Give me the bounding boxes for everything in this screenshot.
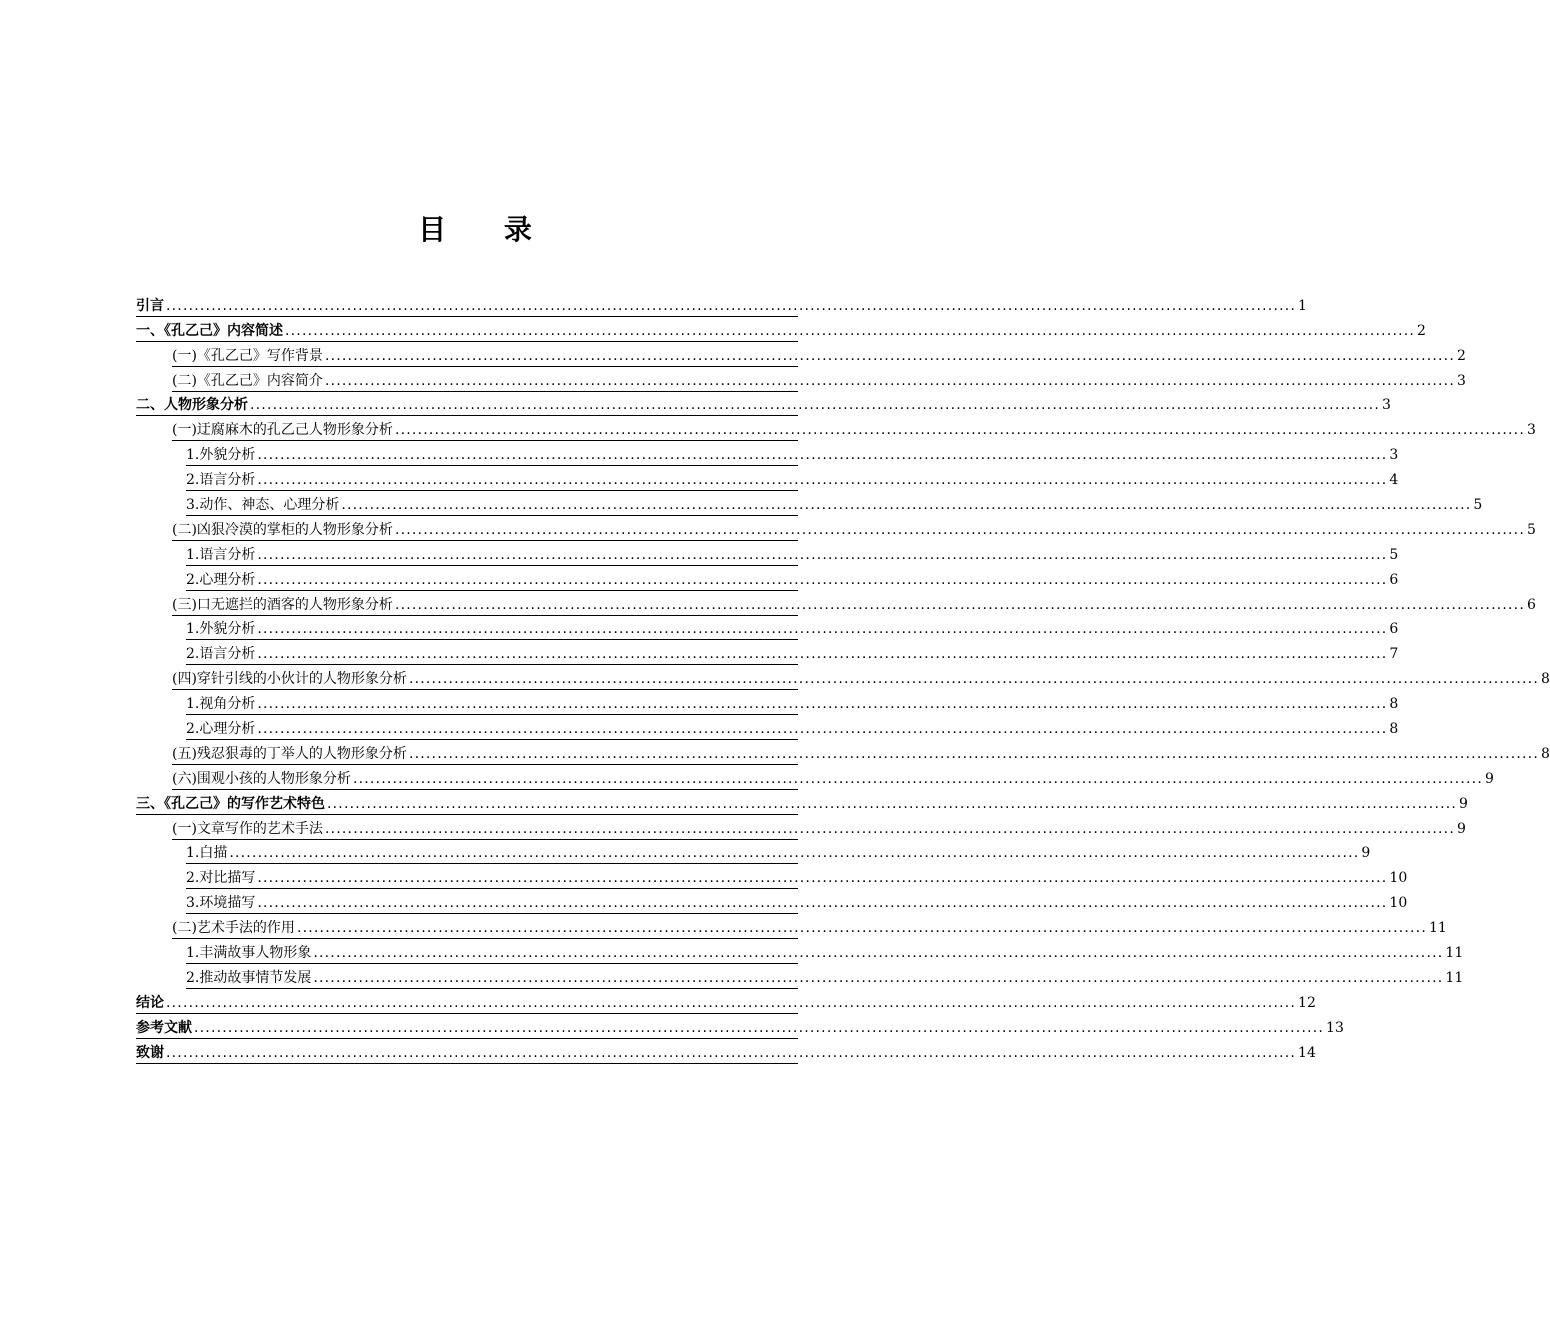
toc-dot-leader: ........................................................................................................................................................................................................ — [166, 1044, 1297, 1061]
toc-entry-label: 一、《孔乙己》内容简述 — [136, 322, 283, 339]
toc-entry[interactable] — [186, 541, 1399, 566]
toc-entry[interactable] — [186, 466, 1399, 491]
toc-entry-page-number: 6 — [1389, 621, 1399, 638]
toc-entry-page-number: 2 — [1417, 322, 1426, 339]
toc-entry-page-number: 13 — [1326, 1019, 1344, 1036]
toc-entry-page-number: 4 — [1389, 472, 1399, 489]
toc-entry-label: 1.外貌分析 — [186, 621, 256, 638]
toc-entry-label: 1.语言分析 — [186, 546, 256, 563]
toc-dot-leader: ........................................................................................................................................................................................................ — [257, 571, 1388, 588]
toc-entry-page-number: 8 — [1389, 721, 1399, 738]
toc-dot-leader: ........................................................................................................................................................................................................ — [257, 546, 1388, 563]
toc-entry-label: 2.语言分析 — [186, 472, 256, 489]
toc-entry[interactable] — [186, 939, 1464, 964]
toc-dot-leader: ........................................................................................................................................................................................................ — [257, 870, 1388, 887]
toc-entry-label: 1.视角分析 — [186, 696, 256, 713]
toc-dot-leader: ........................................................................................................................................................................................................ — [408, 745, 1539, 762]
toc-dot-leader: ........................................................................................................................................................................................................ — [257, 472, 1388, 489]
toc-entry[interactable] — [186, 640, 1399, 665]
table-of-contents — [136, 292, 1550, 1064]
toc-entry[interactable] — [172, 765, 1494, 790]
toc-entry-page-number: 11 — [1445, 945, 1464, 962]
toc-entry-label: (一)文章写作的艺术手法 — [172, 820, 323, 837]
toc-entry-page-number: 5 — [1389, 546, 1399, 563]
toc-entry[interactable] — [172, 591, 1536, 616]
toc-dot-leader: ........................................................................................................................................................................................................ — [257, 721, 1388, 738]
toc-entry-page-number: 1 — [1298, 297, 1307, 314]
toc-entry-label: (三)口无遮拦的酒客的人物形象分析 — [172, 596, 393, 613]
toc-entry-label: 2.推动故事情节发展 — [186, 969, 312, 986]
toc-entry[interactable] — [186, 690, 1399, 715]
toc-entry[interactable] — [172, 665, 1550, 690]
toc-entry-page-number: 3 — [1382, 397, 1391, 414]
toc-entry-label: 1.外貌分析 — [186, 447, 256, 464]
toc-dot-leader: ........................................................................................................................................................................................................ — [327, 795, 1458, 812]
toc-entry[interactable] — [186, 964, 1464, 989]
toc-entry[interactable] — [136, 989, 1316, 1014]
toc-dot-leader: ........................................................................................................................................................................................................ — [166, 297, 1297, 314]
page-title: 目 录 — [418, 213, 556, 246]
toc-entry-page-number: 11 — [1428, 920, 1447, 937]
toc-entry-page-number: 8 — [1389, 696, 1399, 713]
toc-entry[interactable] — [186, 715, 1399, 740]
toc-entry[interactable] — [172, 815, 1466, 840]
toc-dot-leader: ........................................................................................................................................................................................................ — [257, 696, 1388, 713]
toc-dot-leader: ........................................................................................................................................................................................................ — [166, 994, 1297, 1011]
toc-entry[interactable] — [172, 740, 1550, 765]
toc-entry-label: 致谢 — [136, 1044, 164, 1061]
toc-entry-label: 结论 — [136, 994, 164, 1011]
toc-entry-label: (二)凶狠冷漠的掌柜的人物形象分析 — [172, 521, 393, 538]
toc-entry-page-number: 2 — [1456, 347, 1466, 364]
toc-entry-page-number: 11 — [1445, 969, 1464, 986]
toc-entry-page-number: 8 — [1540, 745, 1550, 762]
toc-entry-label: 参考文献 — [136, 1019, 192, 1036]
toc-entry-label: 3.环境描写 — [186, 895, 256, 912]
toc-dot-leader: ........................................................................................................................................................................................................ — [352, 770, 1483, 787]
toc-entry[interactable] — [186, 491, 1483, 516]
toc-entry-page-number: 12 — [1298, 994, 1316, 1011]
toc-dot-leader: ........................................................................................................................................................................................................ — [408, 671, 1539, 688]
toc-entry[interactable] — [186, 864, 1408, 889]
toc-entry[interactable] — [136, 790, 1468, 815]
toc-entry[interactable] — [136, 392, 1391, 417]
toc-entry-page-number: 3 — [1526, 422, 1536, 439]
toc-entry-page-number: 10 — [1389, 895, 1408, 912]
toc-entry-page-number: 7 — [1389, 646, 1399, 663]
toc-entry[interactable] — [186, 889, 1408, 914]
toc-entry[interactable] — [172, 416, 1536, 441]
toc-entry[interactable] — [186, 441, 1399, 466]
toc-entry[interactable] — [172, 914, 1447, 939]
toc-entry[interactable] — [136, 1039, 1316, 1064]
toc-dot-leader: ........................................................................................................................................................................................................ — [285, 322, 1416, 339]
toc-entry-page-number: 9 — [1484, 770, 1494, 787]
toc-entry-page-number: 9 — [1459, 795, 1468, 812]
toc-entry-page-number: 6 — [1526, 596, 1536, 613]
toc-entry-page-number: 9 — [1456, 820, 1466, 837]
toc-entry-page-number: 5 — [1526, 521, 1536, 538]
toc-entry-label: 2.心理分析 — [186, 721, 256, 738]
toc-entry-label: 2.对比描写 — [186, 870, 256, 887]
toc-entry-label: (一)《孔乙己》写作背景 — [172, 347, 323, 364]
toc-dot-leader: ........................................................................................................................................................................................................ — [341, 497, 1472, 514]
toc-entry-page-number: 10 — [1389, 870, 1408, 887]
toc-dot-leader: ........................................................................................................................................................................................................ — [324, 347, 1455, 364]
toc-dot-leader: ........................................................................................................................................................................................................ — [257, 621, 1388, 638]
toc-dot-leader: ........................................................................................................................................................................................................ — [394, 422, 1525, 439]
toc-entry[interactable] — [136, 1014, 1344, 1039]
toc-entry-page-number: 6 — [1389, 571, 1399, 588]
toc-entry[interactable] — [186, 566, 1399, 591]
toc-entry-page-number: 3 — [1456, 372, 1466, 389]
toc-entry-label: (二)艺术手法的作用 — [172, 920, 295, 937]
toc-entry-label: (五)残忍狠毒的丁举人的人物形象分析 — [172, 745, 407, 762]
toc-dot-leader: ........................................................................................................................................................................................................ — [257, 447, 1388, 464]
toc-dot-leader: ........................................................................................................................................................................................................ — [257, 646, 1388, 663]
toc-entry-label: 二、人物形象分析 — [136, 397, 248, 414]
toc-entry[interactable] — [136, 292, 1307, 317]
toc-entry-label: (一)迂腐麻木的孔乙己人物形象分析 — [172, 422, 393, 439]
toc-entry[interactable] — [186, 616, 1399, 641]
toc-dot-leader: ........................................................................................................................................................................................................ — [296, 920, 1427, 937]
toc-entry[interactable] — [186, 840, 1371, 865]
toc-dot-leader: ........................................................................................................................................................................................................ — [394, 596, 1525, 613]
toc-dot-leader: ........................................................................................................................................................................................................ — [194, 1019, 1325, 1036]
toc-entry-label: (二)《孔乙己》内容简介 — [172, 372, 323, 389]
toc-entry[interactable] — [136, 317, 1426, 342]
toc-entry-label: 2.语言分析 — [186, 646, 256, 663]
toc-dot-leader: ........................................................................................................................................................................................................ — [324, 820, 1455, 837]
toc-entry-page-number: 5 — [1473, 497, 1483, 514]
toc-dot-leader: ........................................................................................................................................................................................................ — [250, 397, 1381, 414]
toc-entry[interactable] — [172, 342, 1466, 367]
toc-dot-leader: ........................................................................................................................................................................................................ — [313, 969, 1444, 986]
toc-entry[interactable] — [172, 516, 1536, 541]
toc-dot-leader: ........................................................................................................................................................................................................ — [324, 372, 1455, 389]
toc-entry-page-number: 9 — [1361, 845, 1371, 862]
toc-entry-page-number: 3 — [1389, 447, 1399, 464]
toc-dot-leader: ........................................................................................................................................................................................................ — [394, 521, 1525, 538]
toc-dot-leader: ........................................................................................................................................................................................................ — [313, 945, 1444, 962]
toc-dot-leader: ........................................................................................................................................................................................................ — [229, 845, 1360, 862]
toc-entry-label: 2.心理分析 — [186, 571, 256, 588]
toc-entry-page-number: 8 — [1540, 671, 1550, 688]
toc-entry-label: (四)穿针引线的小伙计的人物形象分析 — [172, 671, 407, 688]
toc-entry-label: 1.白描 — [186, 845, 228, 862]
toc-entry-page-number: 14 — [1298, 1044, 1316, 1061]
toc-entry-label: 3.动作、神态、心理分析 — [186, 497, 340, 514]
toc-entry[interactable] — [172, 367, 1466, 392]
toc-entry-label: 引言 — [136, 297, 164, 314]
toc-dot-leader: ........................................................................................................................................................................................................ — [257, 895, 1388, 912]
toc-entry-label: (六)围观小孩的人物形象分析 — [172, 770, 351, 787]
toc-entry-label: 三、《孔乙己》的写作艺术特色 — [136, 795, 325, 812]
toc-entry-label: 1.丰满故事人物形象 — [186, 945, 312, 962]
